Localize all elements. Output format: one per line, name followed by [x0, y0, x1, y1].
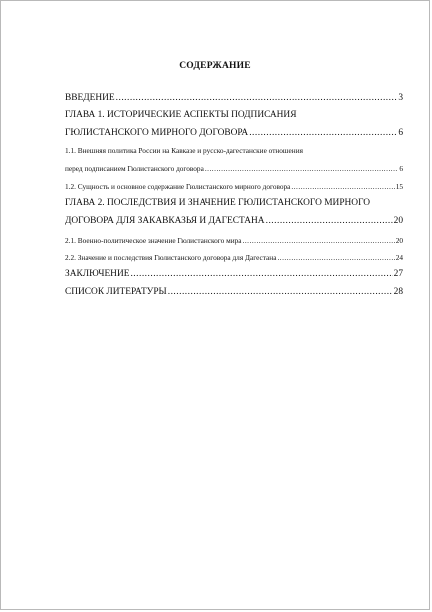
- toc-entry-introduction: [65, 93, 403, 103]
- toc-entry-chapter2-line1: ГЛАВА 2. ПОСЛЕДСТВИЯ И ЗНАЧЕНИЕ ГЮЛИСТАНСКОГО МИРНОГО: [65, 198, 371, 208]
- toc-entry-text: ГЮЛИСТАНСКОГО МИРНОГО ДОГОВОРА: [65, 128, 249, 138]
- toc-entry-section21: [65, 236, 403, 245]
- toc-entry-page: 3: [398, 93, 403, 103]
- toc-entry-text: 2.2. Значение и последствия Гюлистанского договора для Дагестана: [65, 253, 277, 262]
- toc-entry-text: 1.2. Сущность и основное содержание Гюлистанского мирного договора: [65, 182, 291, 191]
- toc-entry-page: 6: [399, 164, 403, 173]
- dot-leader: [168, 287, 393, 297]
- dot-leader: [243, 236, 395, 245]
- dot-leader: [249, 128, 397, 138]
- toc-entry-page: 27: [393, 269, 403, 279]
- dot-leader: [130, 269, 392, 279]
- toc-entry-section11: [65, 164, 403, 173]
- toc-entry-section12: [65, 182, 403, 191]
- toc-entry-text: 2.1. Военно-политическое значение Гюлистанского мира: [65, 236, 242, 245]
- toc-entry-page: 28: [393, 287, 403, 297]
- dot-leader: [277, 253, 394, 262]
- toc-entry-text: ДОГОВОРА ДЛЯ ЗАКАВКАЗЬЯ И ДАГЕСТАНА: [65, 216, 265, 226]
- toc-entry-text: перед подписанием Гюлистанского договора: [65, 164, 204, 173]
- toc-entry-text: ЗАКЛЮЧЕНИЕ: [65, 269, 130, 279]
- dot-leader: [266, 216, 393, 226]
- toc-entry-page: 6: [398, 128, 403, 138]
- toc-entry-chapter1: [65, 128, 403, 138]
- toc-entry-text: СПИСОК ЛИТЕРАТУРЫ: [65, 287, 167, 297]
- toc-entry-references: [65, 287, 403, 297]
- toc-entry-chapter1-line1: ГЛАВА 1. ИСТОРИЧЕСКИЕ АСПЕКТЫ ПОДПИСАНИЯ: [65, 110, 297, 120]
- dot-leader: [116, 93, 398, 103]
- toc-entry-section22: [65, 253, 403, 262]
- toc-entry-text: ВВЕДЕНИЕ: [65, 93, 115, 103]
- toc-entry-page: 20: [395, 236, 403, 245]
- toc-entry-conclusion: [65, 269, 403, 279]
- dot-leader: [291, 182, 394, 191]
- toc-title: СОДЕРЖАНИЕ: [179, 61, 251, 71]
- dot-leader: [205, 164, 399, 173]
- toc-entry-page: 24: [395, 253, 403, 262]
- toc-entry-chapter2: [65, 216, 403, 226]
- toc-entry-page: 20: [393, 216, 403, 226]
- toc-entry-section11-line1: 1.1. Внешняя политика России на Кавказе и русско-дагестанские отношения: [65, 146, 303, 155]
- toc-entry-page: 15: [395, 182, 403, 191]
